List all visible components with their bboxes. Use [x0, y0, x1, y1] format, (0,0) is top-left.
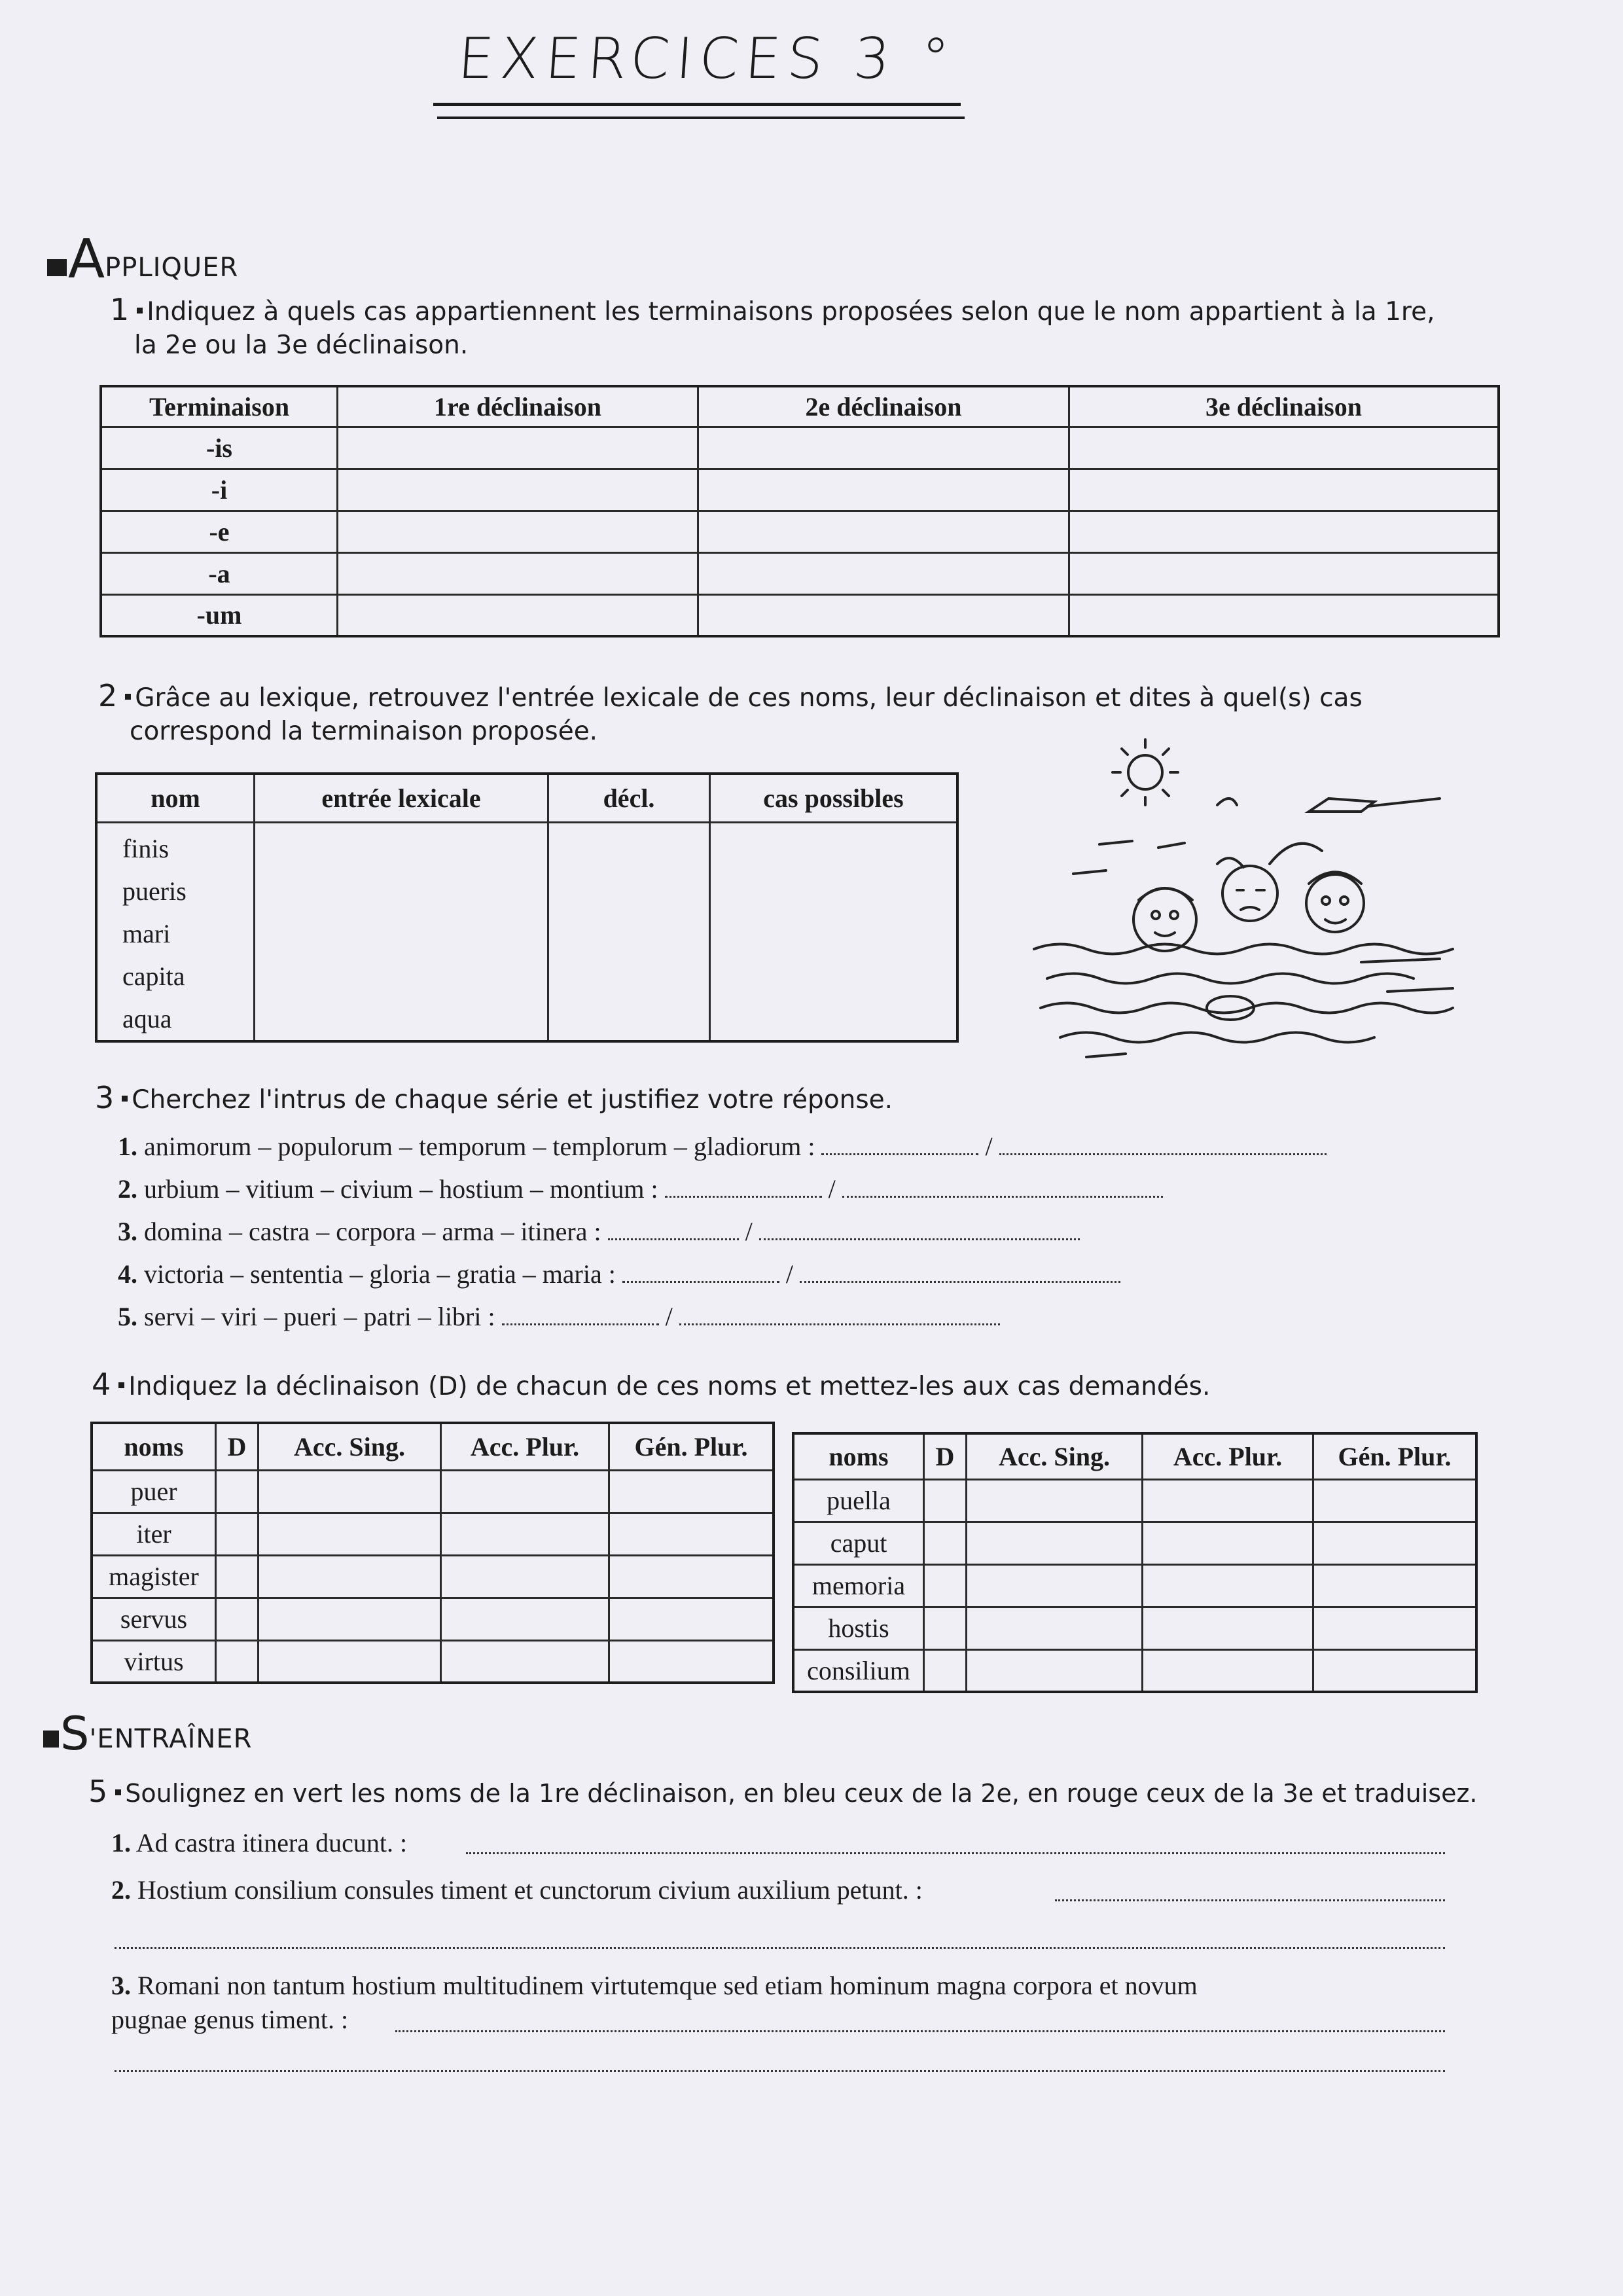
answer-blank[interactable]	[821, 1140, 978, 1155]
answer-cell[interactable]	[255, 822, 548, 1041]
answer-blank[interactable]	[622, 1268, 779, 1283]
exercise-2-table	[95, 772, 959, 1043]
noun-cell: puer	[92, 1470, 216, 1513]
exercise-4-instructions	[92, 1368, 1505, 1403]
answer-cell[interactable]	[259, 1598, 441, 1640]
exercise-1-instructions	[110, 293, 1524, 329]
column-header: Terminaison	[101, 386, 338, 427]
list-item	[111, 1827, 407, 1858]
answer-cell[interactable]	[924, 1649, 967, 1692]
answer-cell[interactable]	[1313, 1479, 1477, 1522]
answer-cell[interactable]	[1313, 1649, 1477, 1692]
list-item	[111, 1970, 1198, 2001]
answer-cell[interactable]	[338, 511, 698, 552]
item-text: Ad castra itinera ducunt. :	[135, 1828, 408, 1857]
exercise-number: 2	[98, 678, 118, 713]
answer-cell[interactable]	[1313, 1607, 1477, 1649]
section-rest: 'ENTRAÎNER	[89, 1724, 253, 1754]
list-item	[111, 1874, 923, 1905]
answer-line[interactable]	[115, 1947, 1445, 1949]
column-header: nom	[96, 774, 255, 822]
list-item: mari	[122, 918, 171, 948]
column-header: Acc. Plur.	[1143, 1433, 1313, 1479]
exercise-4-table-right	[792, 1432, 1478, 1693]
item-text: domina – castra – corpora – arma – itinera :	[144, 1217, 601, 1246]
answer-blank[interactable]	[665, 1183, 822, 1198]
item-text-line2: pugnae genus timent. :	[111, 2005, 349, 2034]
list-item: 1. animorum – populorum – temporum – templorum – gladiorum : /	[118, 1131, 1327, 1162]
answer-cell[interactable]	[441, 1555, 609, 1598]
list-item: 5. servi – viri – pueri – patri – libri : /	[118, 1301, 1000, 1332]
answer-cell[interactable]	[924, 1479, 967, 1522]
list-item: finis	[122, 833, 169, 863]
page-title: EXERCICES 3 °	[455, 26, 958, 92]
section-entrainer	[43, 1707, 253, 1761]
column-header: noms	[92, 1423, 216, 1470]
column-header: 2e déclinaison	[698, 386, 1069, 427]
answer-cell[interactable]	[259, 1640, 441, 1683]
answer-blank[interactable]	[759, 1225, 1080, 1240]
answer-line[interactable]	[115, 2070, 1445, 2072]
item-text: victoria – sententia – gloria – gratia – maria :	[144, 1259, 616, 1289]
item-text: animorum – populorum – temporum – templorum – gladiorum :	[144, 1132, 815, 1161]
item-number: 4.	[118, 1259, 137, 1289]
answer-cell[interactable]	[924, 1607, 967, 1649]
item-text: Romani non tantum hostium multitudinem virtutemque sed etiam hominum magna corpora et novum	[137, 1971, 1198, 2000]
noun-cell: servus	[92, 1598, 216, 1640]
item-text: servi – viri – pueri – patri – libri :	[144, 1302, 495, 1331]
noun-cell: consilium	[793, 1649, 924, 1692]
bullet-icon	[115, 1789, 121, 1795]
list-item: pueris	[122, 876, 187, 906]
answer-cell[interactable]	[216, 1555, 259, 1598]
column-header: D	[216, 1423, 259, 1470]
answer-cell[interactable]	[1313, 1522, 1477, 1564]
exercise-text: Cherchez l'intrus de chaque série et justifiez votre réponse.	[132, 1085, 893, 1115]
noun-cell: memoria	[793, 1564, 924, 1607]
answer-blank[interactable]	[999, 1140, 1327, 1155]
answer-blank[interactable]	[608, 1225, 739, 1240]
children-swimming-drawing	[1021, 733, 1492, 1073]
noun-cell: iter	[92, 1513, 216, 1555]
answer-cell[interactable]	[609, 1640, 774, 1683]
list-item: capita	[122, 961, 185, 991]
exercise-text: Soulignez en vert les noms de la 1re déclinaison, en bleu ceux de la 2e, en rouge ceux de la 3e et traduisez.	[125, 1779, 1478, 1808]
answer-cell[interactable]	[216, 1598, 259, 1640]
column-header: Gén. Plur.	[609, 1423, 774, 1470]
list-item: aqua	[122, 1003, 172, 1033]
answer-cell[interactable]	[609, 1598, 774, 1640]
answer-cell[interactable]	[967, 1649, 1143, 1692]
column-header: Acc. Sing.	[259, 1423, 441, 1470]
answer-cell[interactable]	[1069, 427, 1499, 469]
exercise-text: Grâce au lexique, retrouvez l'entrée lexicale de ces noms, leur déclinaison et dites à quel(s) cas	[135, 683, 1363, 713]
column-header: Acc. Plur.	[441, 1423, 609, 1470]
exercise-text: Indiquez la déclinaison (D) de chacun de ces noms et mettez-les aux cas demandés.	[128, 1372, 1211, 1401]
bullet-icon	[122, 1096, 128, 1102]
item-number: 2.	[118, 1174, 137, 1204]
column-header: Gén. Plur.	[1313, 1433, 1477, 1479]
item-number: 2.	[111, 1875, 131, 1905]
section-initial: S	[60, 1707, 90, 1761]
column-header: cas possibles	[710, 774, 958, 822]
exercise-4-table-left	[90, 1422, 775, 1684]
answer-cell[interactable]	[259, 1555, 441, 1598]
noun-cell: puella	[793, 1479, 924, 1522]
answer-cell[interactable]	[924, 1522, 967, 1564]
answer-blank[interactable]	[502, 1310, 659, 1325]
answer-cell[interactable]	[259, 1470, 441, 1513]
exercise-2-instructions-line2: correspond la terminaison proposée.	[130, 717, 598, 746]
row-label: -i	[101, 469, 338, 511]
list-item: 2. urbium – vitium – civium – hostium – montium : /	[118, 1174, 1163, 1204]
section-appliquer	[47, 228, 239, 291]
answer-cell[interactable]	[441, 1640, 609, 1683]
answer-cell[interactable]	[1069, 511, 1499, 552]
exercise-5-instructions	[88, 1775, 1528, 1810]
answer-line[interactable]	[1055, 1899, 1445, 1901]
column-header: Acc. Sing.	[967, 1433, 1143, 1479]
answer-cell[interactable]	[441, 1513, 609, 1555]
title-underline-2	[437, 117, 965, 119]
exercise-number: 4	[92, 1367, 111, 1402]
answer-cell[interactable]	[1143, 1479, 1313, 1522]
answer-cell[interactable]	[548, 822, 710, 1041]
noun-cell: caput	[793, 1522, 924, 1564]
answer-cell[interactable]	[698, 511, 1069, 552]
exercise-1-table	[99, 385, 1500, 637]
answer-cell[interactable]	[698, 469, 1069, 511]
answer-cell[interactable]	[216, 1513, 259, 1555]
answer-cell[interactable]	[1143, 1607, 1313, 1649]
item-number: 1.	[111, 1828, 131, 1857]
answer-cell[interactable]	[698, 552, 1069, 594]
answer-cell[interactable]	[1069, 594, 1499, 636]
answer-cell[interactable]	[216, 1470, 259, 1513]
exercise-text: Indiquez à quels cas appartiennent les terminaisons proposées selon que le nom appartient à la 1re,	[147, 297, 1435, 327]
column-header: entrée lexicale	[255, 774, 548, 822]
section-initial: A	[68, 228, 105, 291]
sun-icon	[1128, 755, 1162, 789]
answer-cell[interactable]	[698, 427, 1069, 469]
exercise-number: 5	[88, 1774, 108, 1809]
answer-cell[interactable]	[967, 1479, 1143, 1522]
item-number: 5.	[118, 1302, 137, 1331]
answer-blank[interactable]	[679, 1310, 1000, 1325]
section-rest: PPLIQUER	[105, 253, 239, 283]
answer-cell[interactable]	[967, 1607, 1143, 1649]
answer-cell[interactable]	[1143, 1649, 1313, 1692]
answer-cell[interactable]	[259, 1513, 441, 1555]
answer-cell[interactable]	[609, 1470, 774, 1513]
answer-cell[interactable]	[441, 1598, 609, 1640]
row-label: -um	[101, 594, 338, 636]
exercise-2-instructions	[98, 679, 1512, 715]
answer-cell[interactable]	[338, 427, 698, 469]
noun-cell: magister	[92, 1555, 216, 1598]
title-underline	[433, 103, 961, 106]
answer-cell[interactable]	[338, 552, 698, 594]
noun-cell: hostis	[793, 1607, 924, 1649]
answer-cell[interactable]	[1313, 1564, 1477, 1607]
answer-cell[interactable]	[216, 1640, 259, 1683]
noun-list	[96, 822, 255, 1041]
item-number: 1.	[118, 1132, 137, 1161]
list-item: 4. victoria – sententia – gloria – gratia – maria : /	[118, 1259, 1120, 1289]
answer-cell[interactable]	[1069, 469, 1499, 511]
item-text: urbium – vitium – civium – hostium – montium :	[144, 1174, 658, 1204]
exercise-number: 3	[95, 1080, 115, 1115]
item-text: Hostium consilium consules timent et cunctorum civium auxilium petunt. :	[137, 1875, 923, 1905]
answer-cell[interactable]	[1143, 1522, 1313, 1564]
answer-blank[interactable]	[842, 1183, 1163, 1198]
row-label: -a	[101, 552, 338, 594]
answer-line[interactable]	[466, 1852, 1445, 1854]
answer-cell[interactable]	[338, 469, 698, 511]
column-header: 3e déclinaison	[1069, 386, 1499, 427]
bullet-icon	[125, 694, 131, 700]
exercise-number: 1	[110, 292, 130, 327]
answer-line[interactable]	[395, 2030, 1445, 2032]
answer-blank[interactable]	[800, 1268, 1120, 1283]
answer-cell[interactable]	[710, 822, 958, 1041]
answer-cell[interactable]	[967, 1564, 1143, 1607]
bullet-icon	[137, 308, 143, 314]
list-item: 3. domina – castra – corpora – arma – itinera : /	[118, 1216, 1080, 1247]
column-header: 1re déclinaison	[338, 386, 698, 427]
column-header: D	[924, 1433, 967, 1479]
answer-cell[interactable]	[441, 1470, 609, 1513]
answer-cell[interactable]	[1069, 552, 1499, 594]
item-number: 3.	[111, 1971, 131, 2000]
answer-cell[interactable]	[698, 594, 1069, 636]
answer-cell[interactable]	[609, 1555, 774, 1598]
section-marker-icon	[47, 259, 67, 276]
row-label: -e	[101, 511, 338, 552]
answer-cell[interactable]	[609, 1513, 774, 1555]
exercise-3-instructions	[95, 1081, 1508, 1117]
exercise-1-instructions-line2: la 2e ou la 3e déclinaison.	[134, 331, 469, 360]
item-number: 3.	[118, 1217, 137, 1246]
answer-cell[interactable]	[967, 1522, 1143, 1564]
row-label: -is	[101, 427, 338, 469]
noun-cell: virtus	[92, 1640, 216, 1683]
column-header: noms	[793, 1433, 924, 1479]
bullet-icon	[118, 1382, 124, 1388]
section-marker-icon	[43, 1731, 59, 1748]
answer-cell[interactable]	[1143, 1564, 1313, 1607]
answer-cell[interactable]	[924, 1564, 967, 1607]
column-header: décl.	[548, 774, 710, 822]
answer-cell[interactable]	[338, 594, 698, 636]
